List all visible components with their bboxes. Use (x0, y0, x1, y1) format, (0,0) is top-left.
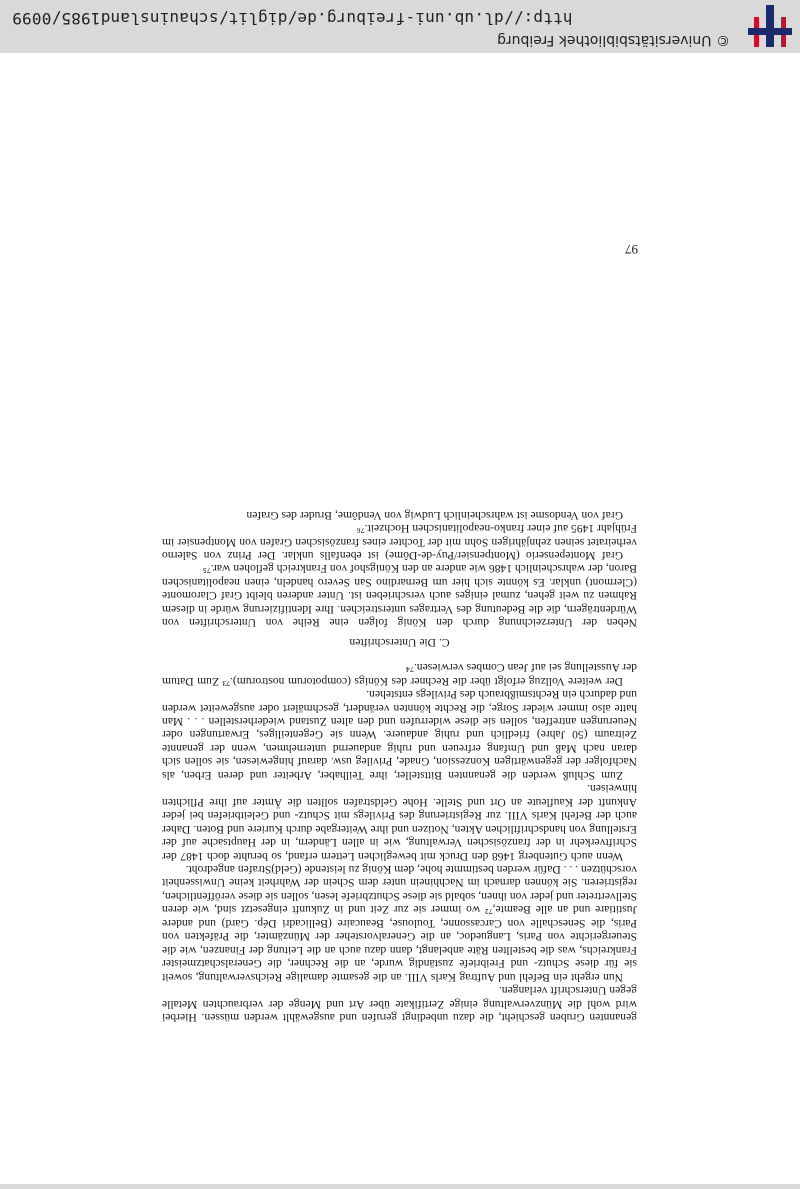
university-logo-icon (748, 5, 792, 47)
paragraph: Neben der Unterzeichnung durch den König folgen eine Reihe von Unterschriften von Würdenträgern, die die Bedeutung des Vertrages unterstreichen. Ihre Identifizierung würde in diesem Rahmen zu weit gehen, zumal einiges auch verschrieben ist. Unter anderen bleibt Graf Claromonte (Clermont) unklar. Es könnte sich hier um Bernardino San Severo handeln, einen neapolitanischen Baron, der wahrscheinlich 1486 wie andere an den Königshof von Frankreich geflohen war.⁷⁵ (162, 562, 637, 630)
section-heading: C. Die Unterschriften (349, 635, 450, 649)
bottom-strip (0, 1184, 800, 1189)
paragraph: Graf von Vendosme ist wahrscheinlich Ludwig von Vendôme, Bruder des Grafen (246, 508, 623, 522)
page-number: 97 (625, 242, 638, 257)
paragraph: Zum Schluß werden die genannten Bittsteller, ihre Teilhaber, Arbeiter und deren Erben, als Nachfolger der gegenwärtigen Konzession, Gnade, Privileg usw. darauf hingewiesen, sie sollen sich daran nach Maß und Umfang erfreuen und ruhig andauernd unternehmen, wenn der genannte Zeitraum (50 Jahre) friedlich und ruhig andauere. Wenn sie Gegenteiliges, Erwartungen oder Neuerungen antreffen, sollen sie diese widerrufen und den alten Zustand wiederherstellen . . . Man hatte also immer wieder Sorge, die Rechte könnten verändert, geschmälert oder ausgeweitet werden und dadurch ein Rechtsmißbrauch des Privilegs entstehen. (162, 688, 637, 782)
footer-source: © Universitätsbibliothek Freiburg (497, 32, 730, 48)
document-body (162, 508, 637, 1024)
footer-url[interactable]: http://dl.ub.uni-freiburg.de/diglit/schauinsland1985/0099 (12, 9, 573, 28)
paragraph: Wenn auch Gutenberg 1468 den Druck mit beweglichen Lettern erfand, so beruhte doch 1487 der Schriftverkehr in der französischen Verwaltung, wie in allen Ländern, in der Hauptsache auf der Erstellung von handschriftlichen Akten, Notizen und ihre Weitergabe durch Kuriere und Boten. Daher auch der Befehl Karls VIII. zur Registrierung des Privilegs mit Schutz- und Geleitbriefen bei jeder Ankunft der Kaufleute an Ort und Stelle. Hohe Geldstrafen sollten die Ämter auf ihre Pflichten hinweisen. (162, 782, 637, 863)
paragraph: Graf Montepenserio (Montpensier/Puy-de-Dôme) ist ebenfalls unklar. Der Prinz von Salerno verheiratet seinen zehnjährigen Sohn mit der Tochter eines französischen Grafen von Montpensier im Frühjahr 1495 auf einer franko-neapolitanischen Hochzeit.⁷⁶ (162, 522, 637, 563)
footer-bar (0, 0, 800, 53)
paragraph: Nun ergeht ein Befehl und Auftrag Karls VIII. an die gesamte damalige Reichsverwaltung, soweit sie für diese Schutz- und Freibriefe zuständig wurde, an die Rechner, die Generalschatzmeister Frankreichs, was die bestellten Räte anbelangt, dann dazu auch an die Leitung der Finanzen, wie die Steuergerichte von Paris, Languedoc, an die Generalvorsteher der Münzämter, die Präfekten von Paris, die Seneschalle von Carcassonne, Toulouse, Beaucaire (Bellicadri Dép. Gard) und andere Justitiare und an alle Beamte,⁷² wo immer sie zur Zeit und in Zukunft eingesetzt sind, wie deren Stellvertreter und jeder von ihnen, sobald sie diese Schutzbriefe lesen, sollen sie diese veröffentlichen, registrieren. Sie können darnach im Nachhinein unter dem Schein der Wahrheit keine Unwissenheit vorschützen . . . Dafür werden bestimmte hohe, dem König zu leistende (Geld)Strafen angedroht. (162, 863, 637, 984)
paragraph: Der weitere Vollzug erfolgt über die Rechner des Königs (compotorum nostrorum).⁷³ Zum Datum der Ausstellung sei auf Jean Combes verwiesen.⁷⁴ (162, 661, 637, 688)
paragraph: genannten Gruben geschieht, die dazu unbedingt gerufen und ausgewählt werden müssen. Hierbei wird wohl die Münzverwaltung einige Zertifikate über Art und Menge der verbrauchten Metalle gegen Unterschrift verlangen. (162, 984, 637, 1024)
